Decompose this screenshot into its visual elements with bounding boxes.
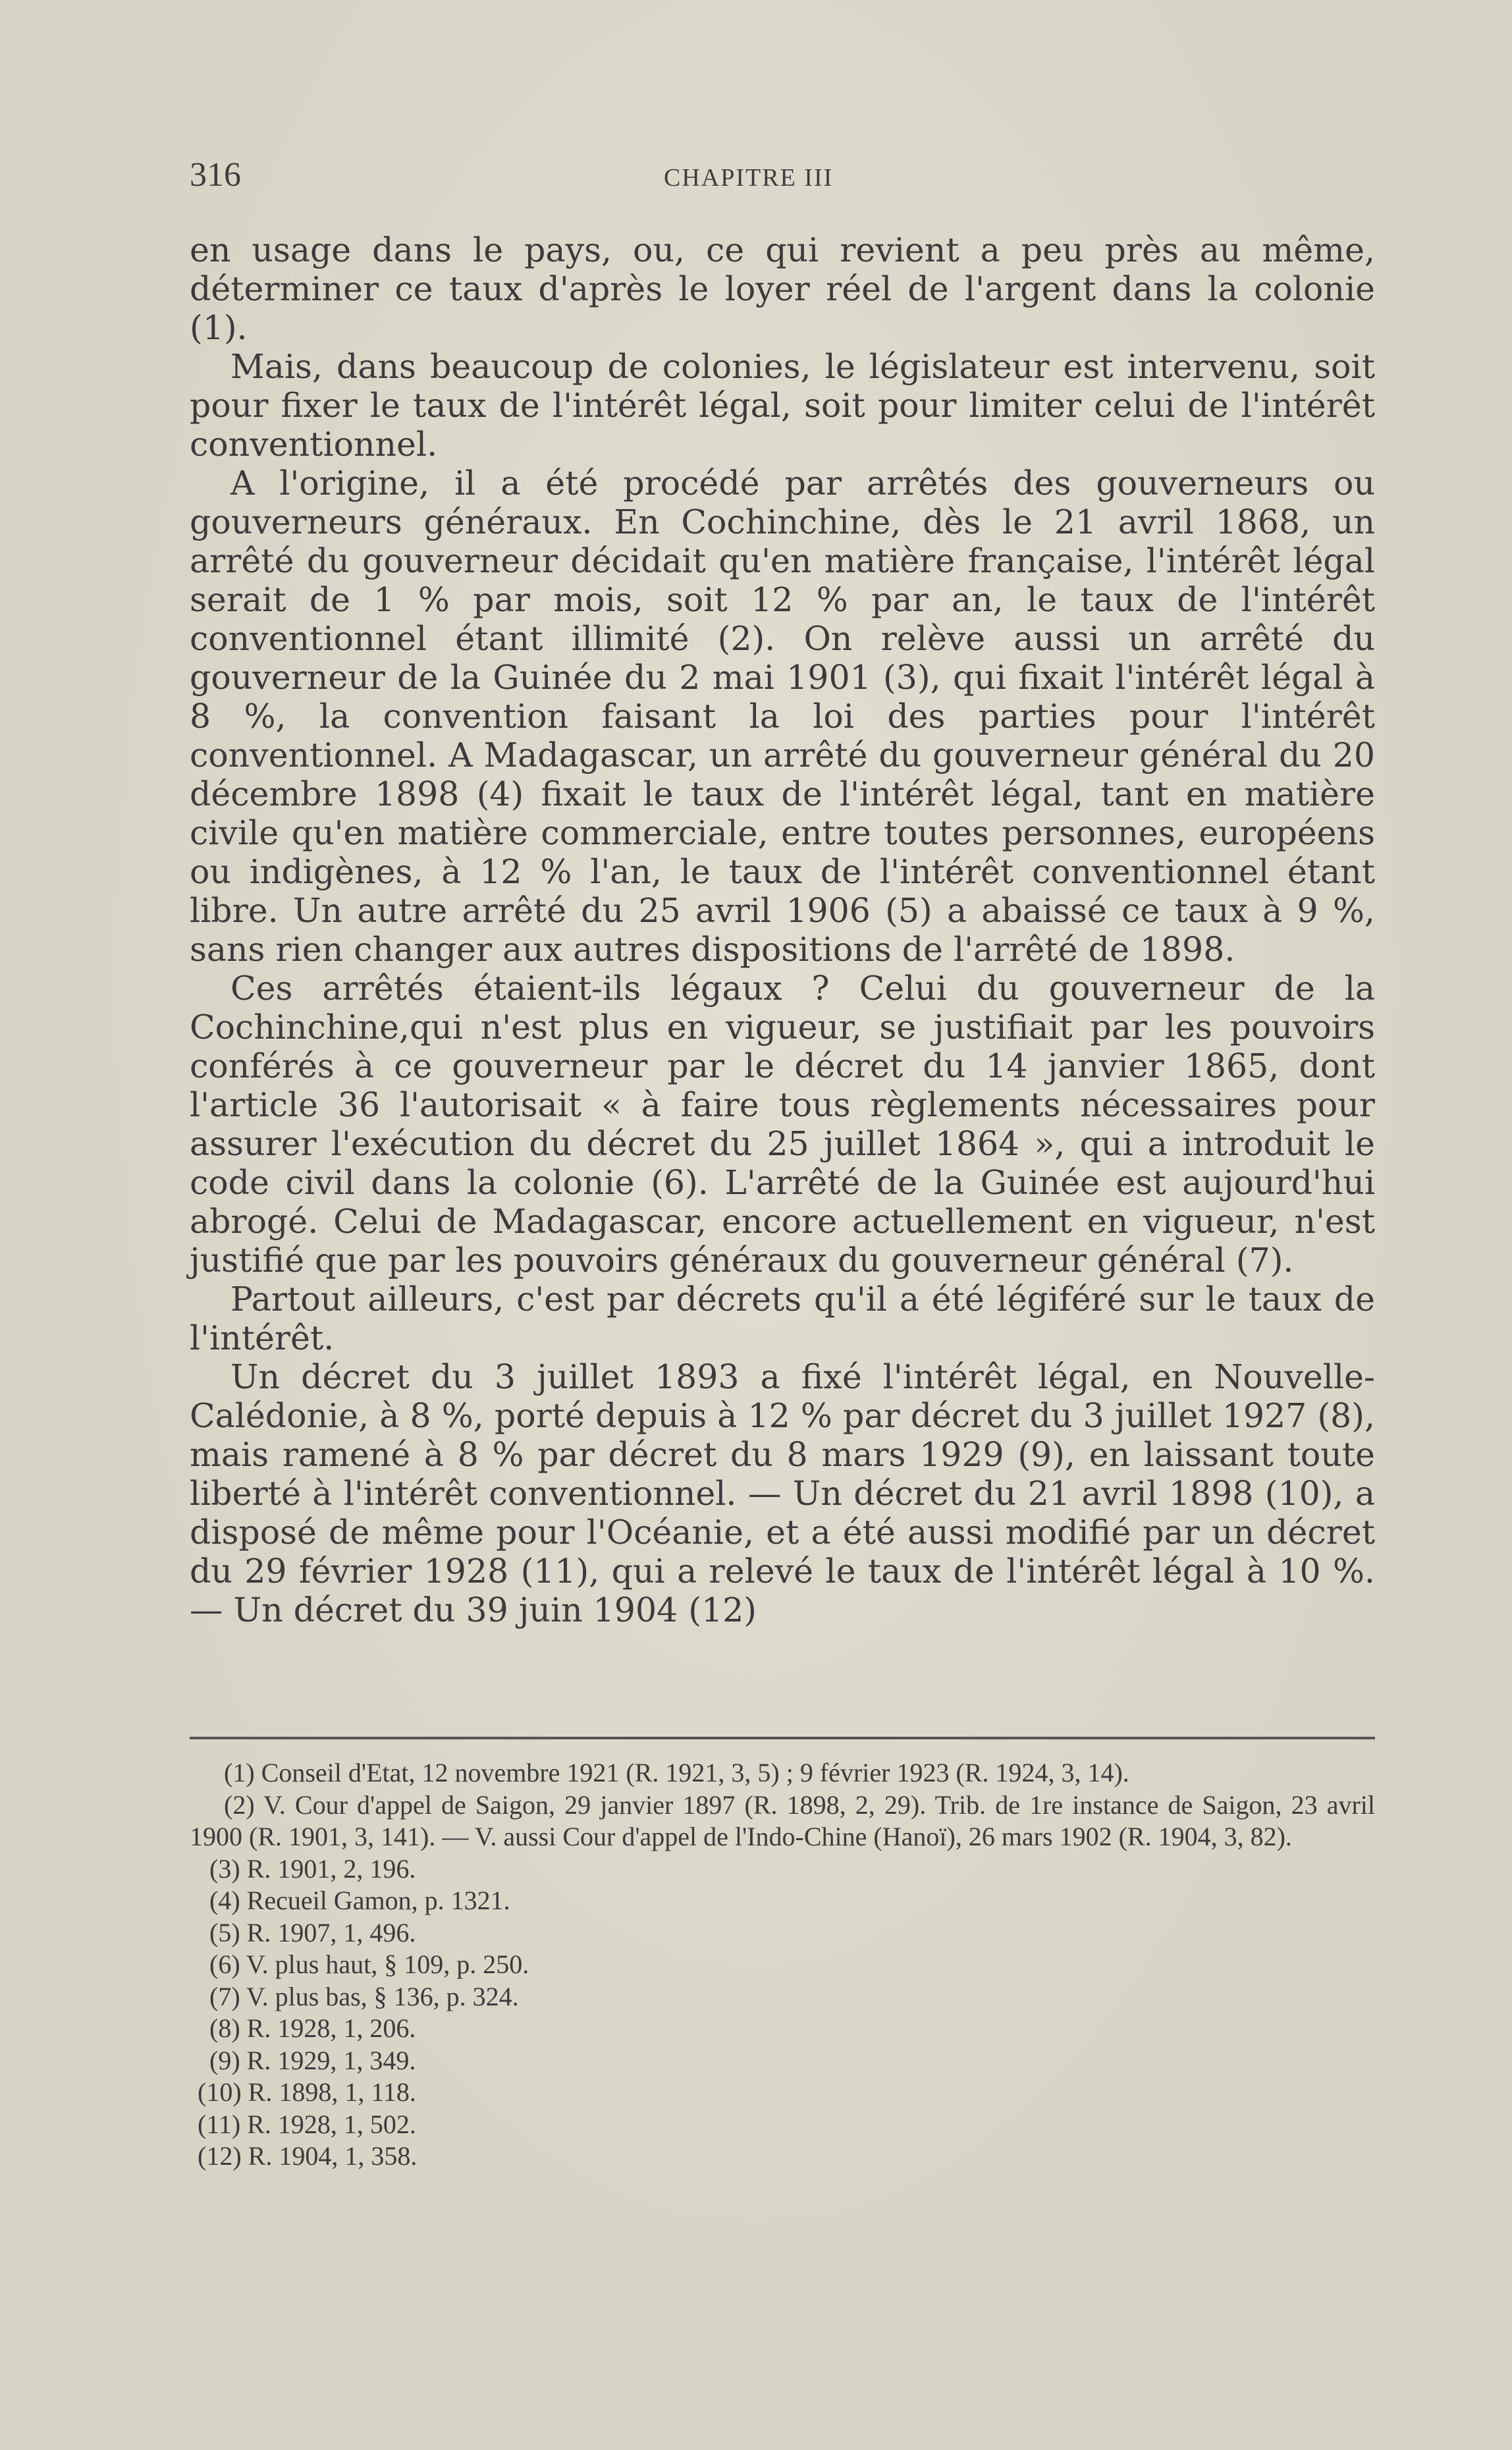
- footnote: (3) R. 1901, 2, 196.: [209, 1853, 416, 1884]
- footnote: (10) R. 1898, 1, 118.: [198, 2077, 416, 2107]
- footnote: (4) Recueil Gamon, p. 1321.: [209, 1886, 510, 1915]
- paragraph: Mais, dans beaucoup de colonies, le législateur est intervenu, soit pour fixer le taux de l'intérêt légal, soit pour limiter celui de l'intérêt conventionnel.: [190, 347, 1375, 464]
- footnote: (6) V. plus haut, § 109, p. 250.: [209, 1949, 529, 1979]
- paragraph: Partout ailleurs, c'est par décrets qu'il a été légiféré sur le taux de l'intérêt.: [190, 1280, 1375, 1357]
- footnote: (2) V. Cour d'appel de Saigon, 29 janvier 1897 (R. 1898, 2, 29). Trib. de 1re instance de Saigon, 23 avril 1900 (R. 1901, 3, 141). — V. aussi Cour d'appel de l'Indo-Chine (Hanoï), 26 mars 1902 (R. 1904, 3, 82).: [190, 1789, 1375, 1851]
- footnote: (11) R. 1928, 1, 502.: [198, 2109, 416, 2139]
- footnote: (9) R. 1929, 1, 349.: [209, 2045, 416, 2075]
- footnote: (7) V. plus bas, § 136, p. 324.: [209, 1981, 519, 2011]
- page-number: 316: [190, 156, 241, 194]
- running-head: CHAPITRE III: [664, 164, 834, 192]
- paragraph: Ces arrêtés étaient-ils légaux ? Celui du gouverneur de la Cochinchine,qui n'est plus en vigueur, se justifiait par les pouvoirs conférés à ce gouverneur par le décret du 14 janvier 1865, dont l'article 36 l'autorisait « à faire tous règlements nécessaires pour assurer l'exécution du décret du 25 juillet 1864 », qui a introduit le code civil dans la colonie (6). L'arrêté de la Guinée est aujourd'hui abrogé. Celui de Madagascar, encore actuellement en vigueur, n'est justifié que par les pouvoirs généraux du gouverneur général (7).: [190, 969, 1375, 1280]
- page-header: [190, 155, 1375, 202]
- footnotes: [190, 1757, 1375, 2173]
- footnote-divider: [190, 1737, 1375, 1739]
- paragraph: en usage dans le pays, ou, ce qui revient a peu près au même, déterminer ce taux d'après le loyer réel de l'argent dans la colonie (1).: [190, 231, 1375, 347]
- footnote: (12) R. 1904, 1, 358.: [198, 2141, 418, 2171]
- footnote: (8) R. 1928, 1, 206.: [209, 2013, 416, 2043]
- paragraph: A l'origine, il a été procédé par arrêtés des gouverneurs ou gouverneurs généraux. En Cochinchine, dès le 21 avril 1868, un arrêté du gouverneur décidait qu'en matière française, l'intérêt légal serait de 1 % par mois, soit 12 % par an, le taux de l'intérêt conventionnel étant illimité (2). On relève aussi un arrêté du gouverneur de la Guinée du 2 mai 1901 (3), qui fixait l'intérêt légal à 8 %, la convention faisant la loi des parties pour l'intérêt conventionnel. A Madagascar, un arrêté du gouverneur général du 20 décembre 1898 (4) fixait le taux de l'intérêt légal, tant en matière civile qu'en matière commerciale, entre toutes personnes, européens ou indigènes, à 12 % l'an, le taux de l'intérêt conventionnel étant libre. Un autre arrêté du 25 avril 1906 (5) a abaissé ce taux à 9 %, sans rien changer aux autres dispositions de l'arrêté de 1898.: [190, 464, 1375, 969]
- footnote: (5) R. 1907, 1, 496.: [209, 1917, 416, 1947]
- body-text: [190, 231, 1375, 1629]
- footnote: (1) Conseil d'Etat, 12 novembre 1921 (R. 1921, 3, 5) ; 9 février 1923 (R. 1924, 3, 14).: [224, 1758, 1129, 1787]
- paragraph: Un décret du 3 juillet 1893 a fixé l'intérêt légal, en Nouvelle-Calédonie, à 8 %, porté depuis à 12 % par décret du 3 juillet 1927 (8), mais ramené à 8 % par décret du 8 mars 1929 (9), en laissant toute liberté à l'intérêt conventionnel. — Un décret du 21 avril 1898 (10), a disposé de même pour l'Océanie, et a été aussi modifié par un décret du 29 février 1928 (11), qui a relevé le taux de l'intérêt légal à 10 %. — Un décret du 39 juin 1904 (12): [190, 1357, 1375, 1629]
